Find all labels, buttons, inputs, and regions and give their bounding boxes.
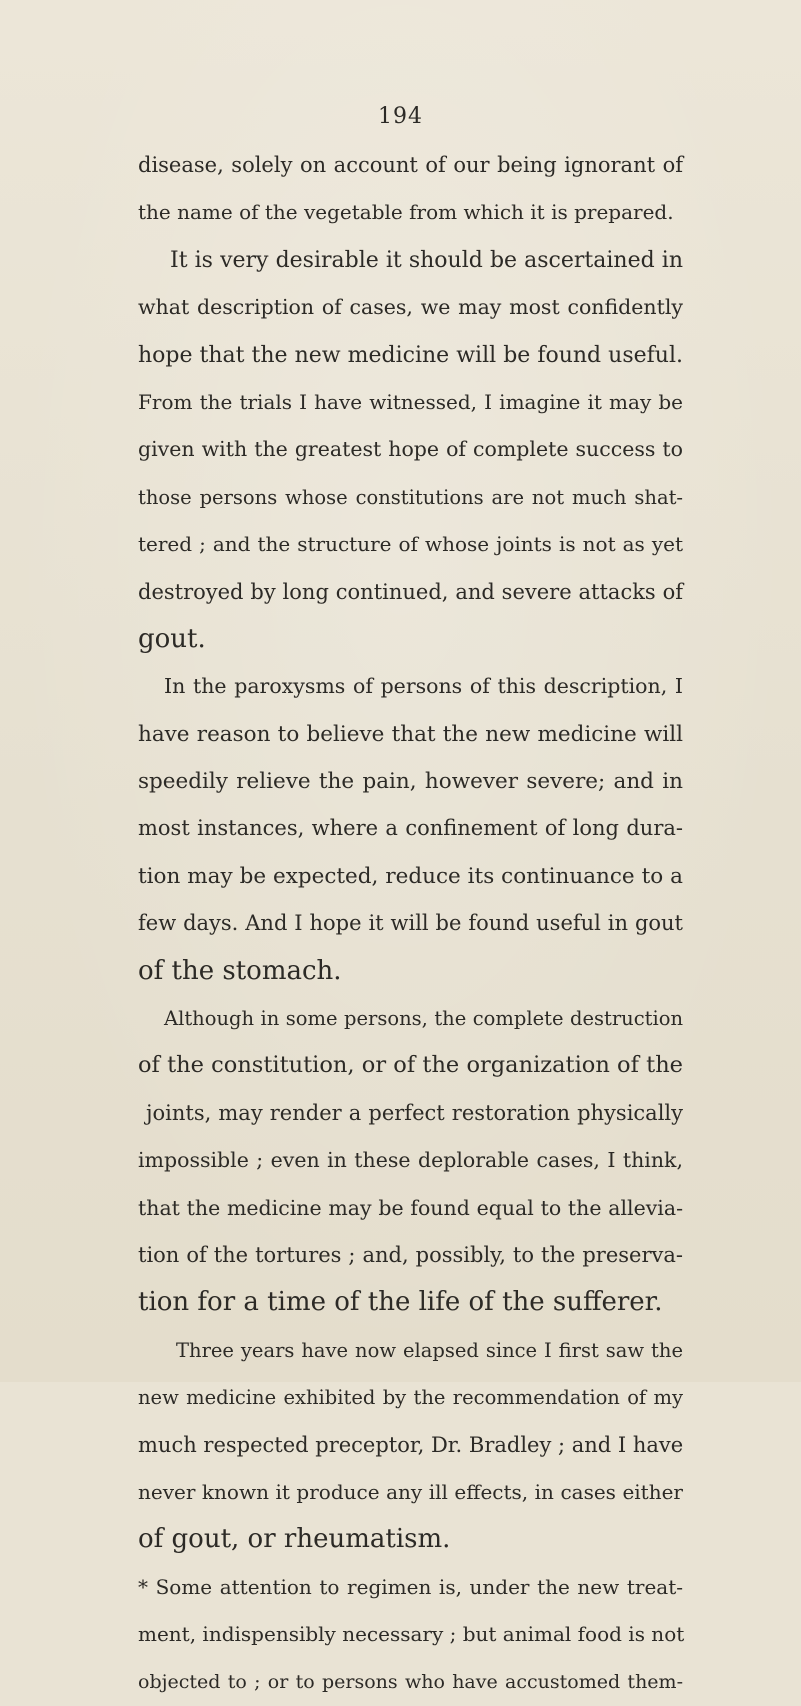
text-line: Three years have now elapsed since I first saw the [176,1338,683,1362]
text-line: of gout, or rheumatism. [138,1524,451,1555]
text-line: what description of cases, we may most confidently [138,295,683,320]
text-line: speedily relieve the pain, however severe; and in [138,769,683,795]
text-line: disease, solely on account of our being ignorant of [138,153,683,177]
text-line: From the trials I have witnessed, I imagine it may be [138,389,683,414]
text-line: Although in some persons, the complete destruction [164,1007,683,1031]
text-line: new medicine exhibited by the recommendation of my [138,1386,683,1410]
text-line: of the stomach. [138,955,342,986]
text-line: ment, indispensibly necessary ; but animal food is not [138,1622,685,1647]
page-number: 194 [378,104,423,129]
text-line: much respected preceptor, Dr. Bradley ; and I have [138,1432,684,1457]
text-line: those persons whose constitutions are not much shat- [138,485,683,509]
text-line: It is very desirable it should be ascertained in [170,247,683,273]
text-line: impossible ; even in these deplorable cases, I think, [138,1148,683,1173]
text-line: that the medicine may be found equal to the allevia- [138,1195,683,1220]
text-line: most instances, where a confinement of long dura- [138,816,683,841]
text-line: tion of the tortures ; and, possibly, to the preserva- [138,1242,683,1267]
text-line: tered ; and the structure of whose joints is not as yet [138,532,683,557]
text-line: In the paroxysms of persons of this description, I [164,674,683,699]
text-line: tion may be expected, reduce its continuance to a [138,863,683,889]
text-line: the name of the vegetable from which it is prepared. [138,200,674,225]
body-text [138,142,683,1706]
text-line: gout. [138,623,206,654]
text-line: given with the greatest hope of complete success to [138,437,683,462]
text-line: * Some attention to regimen is, under the new treat- [138,1574,683,1599]
text-line: tion for a time of the life of the sufferer. [138,1287,663,1318]
text-line: hope that the new medicine will be found useful. [138,342,683,368]
text-line: have reason to believe that the new medicine will [138,721,683,747]
text-line: joints, may render a perfect restoration physically [146,1100,683,1125]
text-line: destroyed by long continued, and severe attacks of [138,579,683,604]
text-line: of the constitution, or of the organization of the [138,1052,683,1079]
text-line: objected to ; or to persons who have accustomed them- [138,1670,683,1693]
text-line: few days. And I hope it will be found useful in gout [138,911,683,936]
text-line: never known it produce any ill effects, in cases either [138,1479,683,1504]
